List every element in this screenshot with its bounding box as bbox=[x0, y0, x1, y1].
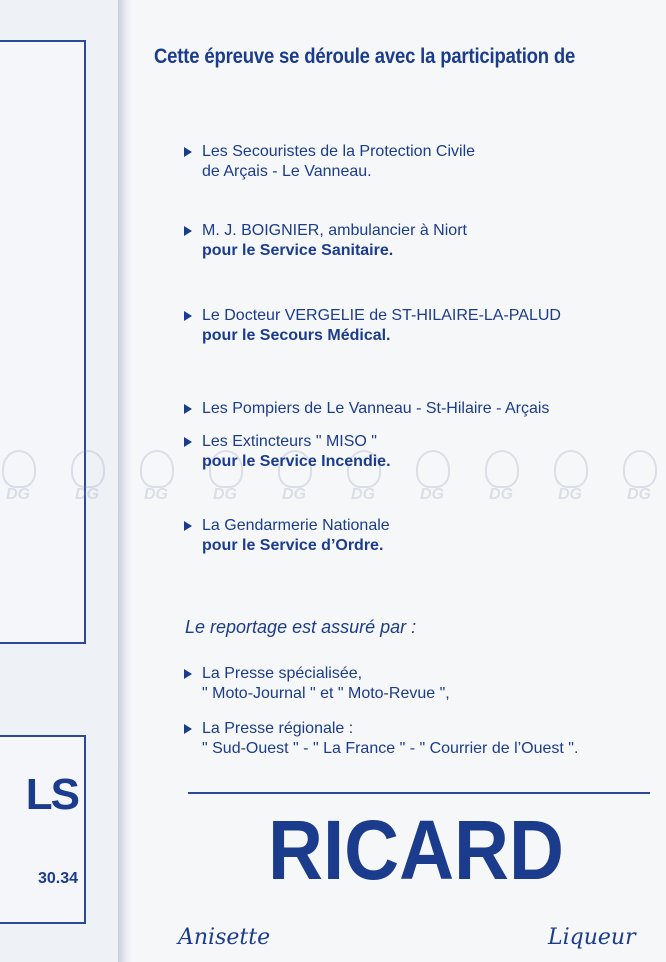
watermark-text: DG bbox=[558, 486, 582, 503]
left-page-fragment-number: 30.34 bbox=[37, 870, 78, 887]
watermark-text: DG bbox=[489, 486, 513, 503]
watermark-text: DG bbox=[144, 486, 168, 503]
watermark-face-icon bbox=[623, 450, 657, 488]
participant-line: Les Pompiers de Le Vanneau - St-Hilaire - Arçais bbox=[202, 400, 550, 417]
reportage-line: " Moto-Journal " et " Moto-Revue ", bbox=[202, 685, 450, 702]
anisette-script: Anisette bbox=[178, 925, 271, 950]
watermark-logo bbox=[552, 448, 597, 504]
reportage-line: " Sud-Ouest " - " La France " - " Courrier de l’Ouest ". bbox=[202, 740, 579, 757]
participant-line: Le Docteur VERGELIE de ST-HILAIRE-LA-PALUD bbox=[202, 307, 561, 324]
watermark-face-icon bbox=[140, 450, 174, 488]
participant-line: Les Secouristes de la Protection Civile bbox=[202, 143, 476, 160]
participant-line: La Gendarmerie Nationale bbox=[202, 517, 390, 534]
left-page-frame-bottom bbox=[0, 735, 86, 924]
reportage-title: Le reportage est assuré par : bbox=[185, 617, 417, 637]
watermark-text: DG bbox=[627, 486, 651, 503]
participant-role: pour le Secours Médical. bbox=[202, 327, 391, 344]
participant-line: Les Extincteurs " MISO " bbox=[202, 433, 377, 450]
watermark-text: DG bbox=[351, 486, 375, 503]
arrow-bullet-icon bbox=[184, 404, 192, 414]
watermark-logo bbox=[483, 448, 528, 504]
reportage-line: La Presse spécialisée, bbox=[202, 665, 363, 682]
reportage-line: La Presse régionale : bbox=[202, 720, 354, 737]
participant-role: pour le Service d’Ordre. bbox=[202, 537, 384, 554]
watermark-face-icon bbox=[554, 450, 588, 488]
watermark-text: DG bbox=[282, 486, 306, 503]
left-page-fragment-text: LS bbox=[25, 770, 78, 819]
watermark-text: DG bbox=[75, 486, 99, 503]
arrow-bullet-icon bbox=[184, 147, 192, 157]
divider-rule bbox=[188, 792, 650, 794]
participant-role: pour le Service Incendie. bbox=[202, 453, 391, 470]
participant-line: de Arçais - Le Vanneau. bbox=[202, 163, 372, 180]
left-page bbox=[0, 0, 120, 962]
arrow-bullet-icon bbox=[184, 226, 192, 236]
arrow-bullet-icon bbox=[184, 521, 192, 531]
watermark-face-icon bbox=[485, 450, 519, 488]
watermark-logo bbox=[414, 448, 459, 504]
watermark-face-icon bbox=[416, 450, 450, 488]
watermark-text: DG bbox=[6, 486, 30, 503]
watermark-text: DG bbox=[420, 486, 444, 503]
arrow-bullet-icon bbox=[184, 724, 192, 734]
ricard-logo bbox=[266, 805, 566, 895]
arrow-bullet-icon bbox=[184, 437, 192, 447]
liqueur-script: Liqueur bbox=[548, 925, 636, 950]
participant-role: pour le Service Sanitaire. bbox=[202, 242, 394, 259]
page-heading: Cette épreuve se déroule avec la participation de bbox=[154, 44, 576, 68]
page-gutter bbox=[118, 0, 132, 962]
ricard-logo-text: RICARD bbox=[268, 805, 564, 895]
arrow-bullet-icon bbox=[184, 669, 192, 679]
participant-line: M. J. BOIGNIER, ambulancier à Niort bbox=[202, 222, 467, 239]
arrow-bullet-icon bbox=[184, 311, 192, 321]
watermark-logo bbox=[621, 448, 666, 504]
watermark-text: DG bbox=[213, 486, 237, 503]
watermark-logo bbox=[138, 448, 183, 504]
left-page-frame-top bbox=[0, 40, 86, 644]
